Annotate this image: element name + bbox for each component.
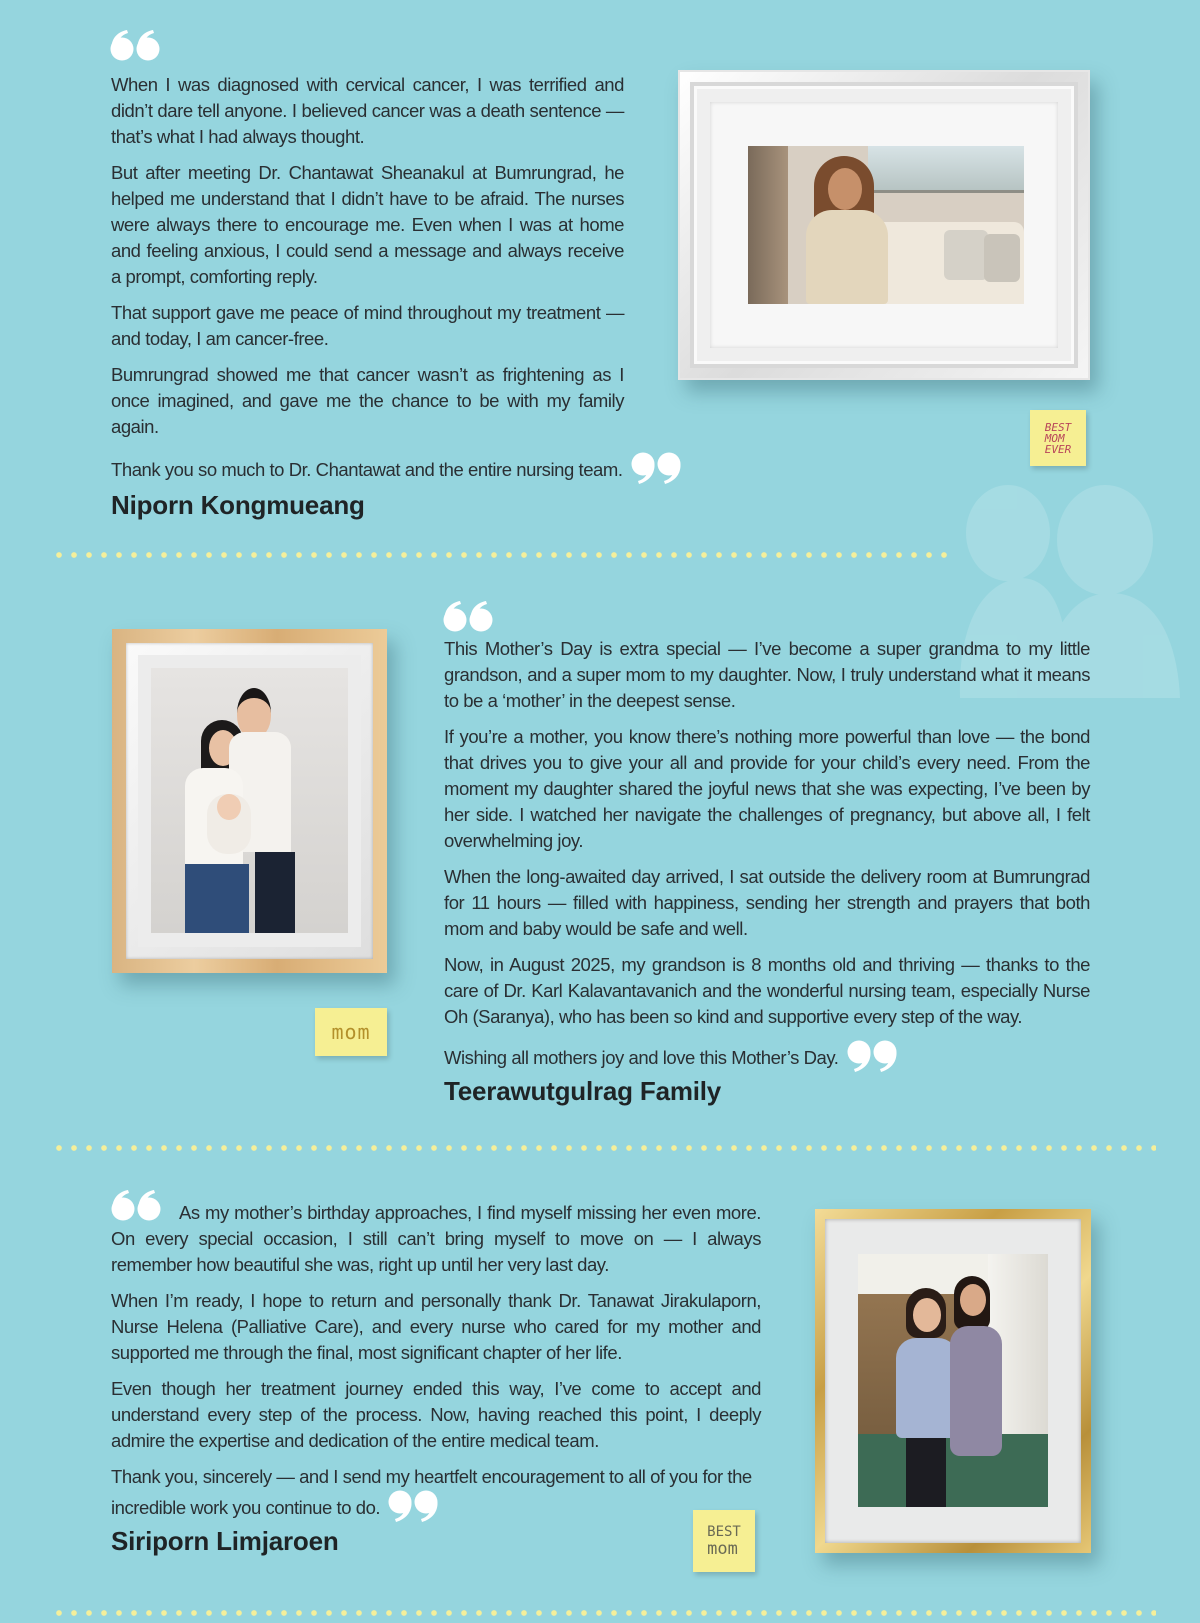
closing-line [111, 1464, 761, 1522]
family-portrait-photo [151, 668, 348, 933]
photo-frame-wood [112, 629, 387, 973]
paragraph: Now, in August 2025, my grandson is 8 months old and thriving — thanks to the care of Dr. Karl Kalavantavanich and the wonderful nursing team, especially Nurse Oh (Saranya), who has been so kind and supportive every step of the way. [444, 954, 1090, 1027]
photo-frame-white [678, 70, 1090, 380]
dotted-divider [56, 1145, 1156, 1151]
closing-line [444, 1040, 1090, 1072]
paragraph: Bumrungrad showed me that cancer wasn’t as frightening as I once imagined, and gave me the chance to be with my family again. [111, 364, 624, 437]
woman-on-sofa-photo [748, 146, 1024, 304]
closing-text: Thank you so much to Dr. Chantawat and the entire nursing team. [111, 459, 623, 480]
open-quote-icon [110, 30, 162, 62]
paragraph: When I was diagnosed with cervical cancer, I was terrified and didn’t dare tell anyone. I believed cancer was a death sentence — that’s what I had always thought. [111, 74, 624, 147]
close-quote-icon [631, 452, 683, 484]
note-line: BEST [707, 1523, 741, 1540]
closing-text: Thank you, sincerely — and I send my heartfelt encouragement to all of you for the incredible work you continue to do. [111, 1466, 752, 1518]
two-women-photo [858, 1254, 1048, 1507]
sticky-note-best-mom-ever [1030, 410, 1086, 466]
testimonial-3-text [111, 1200, 761, 1522]
testimonial-2-text [444, 636, 1090, 1072]
note-line: EVER [1044, 442, 1072, 456]
paragraph: That support gave me peace of mind throughout my treatment — and today, I am cancer-free. [111, 302, 624, 349]
closing-line [111, 452, 751, 484]
paragraph: As my mother’s birthday approaches, I find myself missing her even more. On every special occasion, I still can’t bring myself to move on — I always remember how beautiful she was, right up until her very last day. [111, 1202, 761, 1275]
paragraph: When the long-awaited day arrived, I sat outside the delivery room at Bumrungrad for 11 hours — filled with happiness, sending her strength and prayers that both mom and baby would be safe and well. [444, 866, 1090, 939]
note-line: mom [331, 1020, 371, 1044]
dotted-divider [56, 552, 951, 558]
sticky-note-mom [315, 1008, 387, 1056]
close-quote-icon [388, 1490, 440, 1522]
author-name: Siriporn Limjaroen [111, 1526, 339, 1556]
closing-text: Wishing all mothers joy and love this Mother’s Day. [444, 1047, 839, 1068]
author-name: Niporn Kongmueang [111, 490, 365, 520]
paragraph: If you’re a mother, you know there’s nothing more powerful than love — the bond that drives you to give your all and provide for your child’s every need. From the moment my daughter shared the joyful news that she was expecting, I’ve been by her side. I watched her navigate the challenges of pregnancy, but above all, I felt overwhelming joy. [444, 726, 1090, 851]
photo-frame-gold [815, 1209, 1091, 1553]
note-line: BEST [1044, 420, 1072, 434]
paragraph: When I’m ready, I hope to return and personally thank Dr. Tanawat Jirakulaporn, Nurse Helena (Palliative Care), and every nurse who cared for my mother and supported me through the final, most significant chapter of her life. [111, 1290, 761, 1363]
dotted-divider [56, 1610, 1156, 1616]
note-line: MOM [1044, 431, 1065, 445]
close-quote-icon [847, 1040, 899, 1072]
paragraph: Even though her treatment journey ended this way, I’ve come to accept and understand every step of the process. Now, having reached this point, I deeply admire the expertise and dedication of the entire medical team. [111, 1378, 761, 1451]
paragraph: This Mother’s Day is extra special — I’ve become a super grandma to my little grandson, and a super mom to my daughter. Now, I truly understand what it means to be a ‘mother’ in the deepest sense. [444, 638, 1090, 711]
testimonial-1-text [111, 72, 624, 450]
author-name: Teerawutgulrag Family [444, 1076, 722, 1106]
note-line: mom [707, 1538, 738, 1559]
open-quote-icon [443, 601, 495, 633]
paragraph: But after meeting Dr. Chantawat Sheanakul at Bumrungrad, he helped me understand that I didn’t have to be afraid. The nurses were always there to encourage me. Even when I was at home and feeling anxious, I could send a message and always receive a prompt, comforting reply. [111, 162, 624, 287]
sticky-note-best-mom [693, 1510, 755, 1572]
